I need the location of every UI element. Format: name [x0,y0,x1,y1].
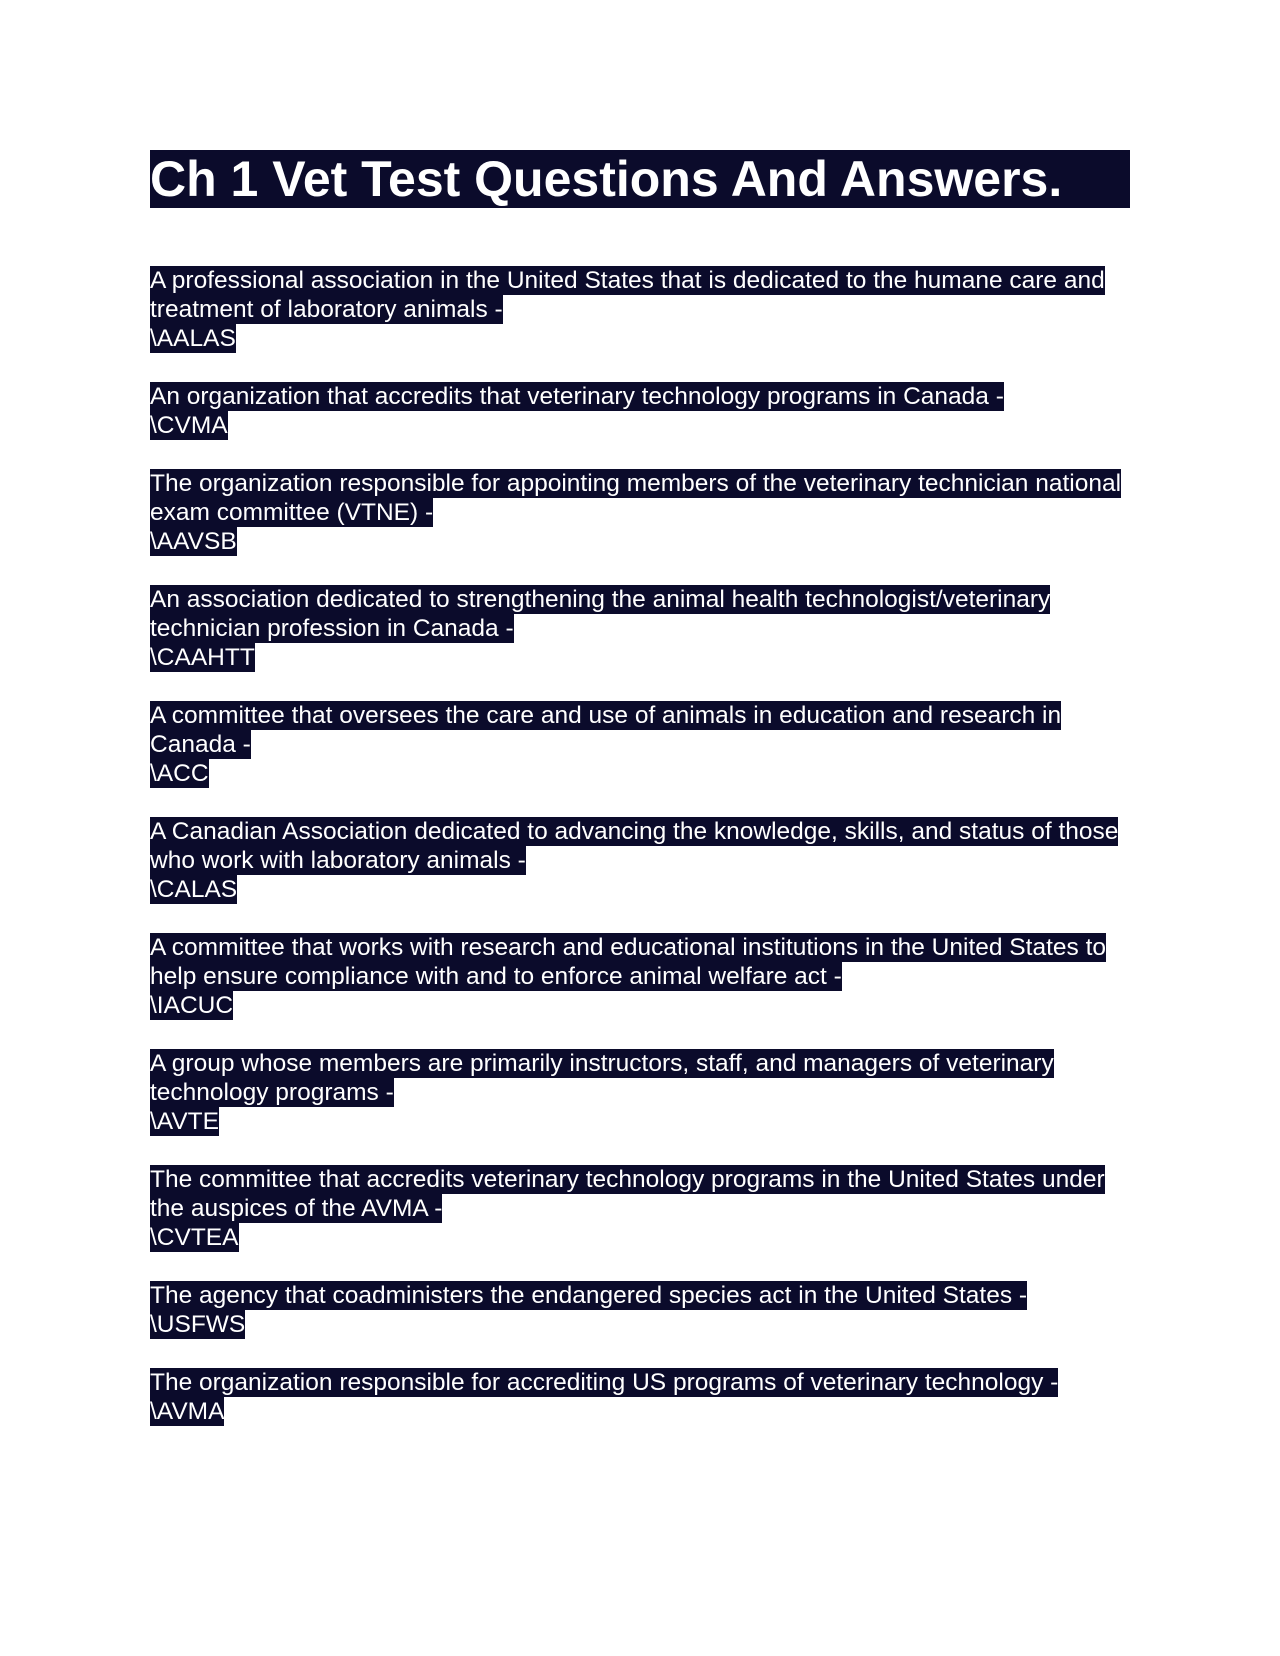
answer-text: \CVMA [150,412,228,439]
answer-text: \AAVSB [150,528,237,555]
question-text: A committee that works with research and educational institutions in the United States to help ensure compliance with and to enforce animal welfare act - [150,934,1107,990]
question-text: An organization that accredits that veterinary technology programs in Canada - [150,383,1004,410]
qa-item [150,1281,1130,1339]
question-text: A group whose members are primarily instructors, staff, and managers of veterinary technology programs - [150,1050,1054,1106]
qa-item [150,701,1130,788]
answer-text: \CAAHTT [150,644,255,671]
answer-text: \AVMA [150,1398,225,1425]
answer-text: \AVTE [150,1108,219,1135]
answer-text: \USFWS [150,1311,246,1338]
question-text: The committee that accredits veterinary technology programs in the United States under the auspices of the AVMA - [150,1166,1105,1222]
answer-text: \CVTEA [150,1224,239,1251]
question-text: A committee that oversees the care and use of animals in education and research in Canada - [150,702,1062,758]
question-text: A professional association in the United States that is dedicated to the humane care and treatment of laboratory animals - [150,267,1105,323]
qa-item [150,266,1130,353]
qa-item [150,1049,1130,1136]
qa-item [150,1165,1130,1252]
qa-item [150,933,1130,1020]
question-text: The agency that coadministers the endangered species act in the United States - [150,1282,1028,1309]
qa-item [150,1368,1130,1426]
qa-item [150,817,1130,904]
qa-item [150,382,1130,440]
answer-text: \AALAS [150,325,236,352]
qa-item [150,469,1130,556]
question-text: The organization responsible for appointing members of the veterinary technician national exam committee (VTNE) - [150,470,1122,526]
qa-item [150,585,1130,672]
answer-text: \IACUC [150,992,234,1019]
document-page [150,150,1130,1455]
answer-text: \ACC [150,760,209,787]
document-title: Ch 1 Vet Test Questions And Answers. [150,150,1130,208]
answer-text: \CALAS [150,876,238,903]
question-text: A Canadian Association dedicated to advancing the knowledge, skills, and status of those who work with laboratory animals - [150,818,1119,874]
question-text: The organization responsible for accrediting US programs of veterinary technology - [150,1369,1059,1396]
question-text: An association dedicated to strengthening the animal health technologist/veterinary technician profession in Canada - [150,586,1051,642]
